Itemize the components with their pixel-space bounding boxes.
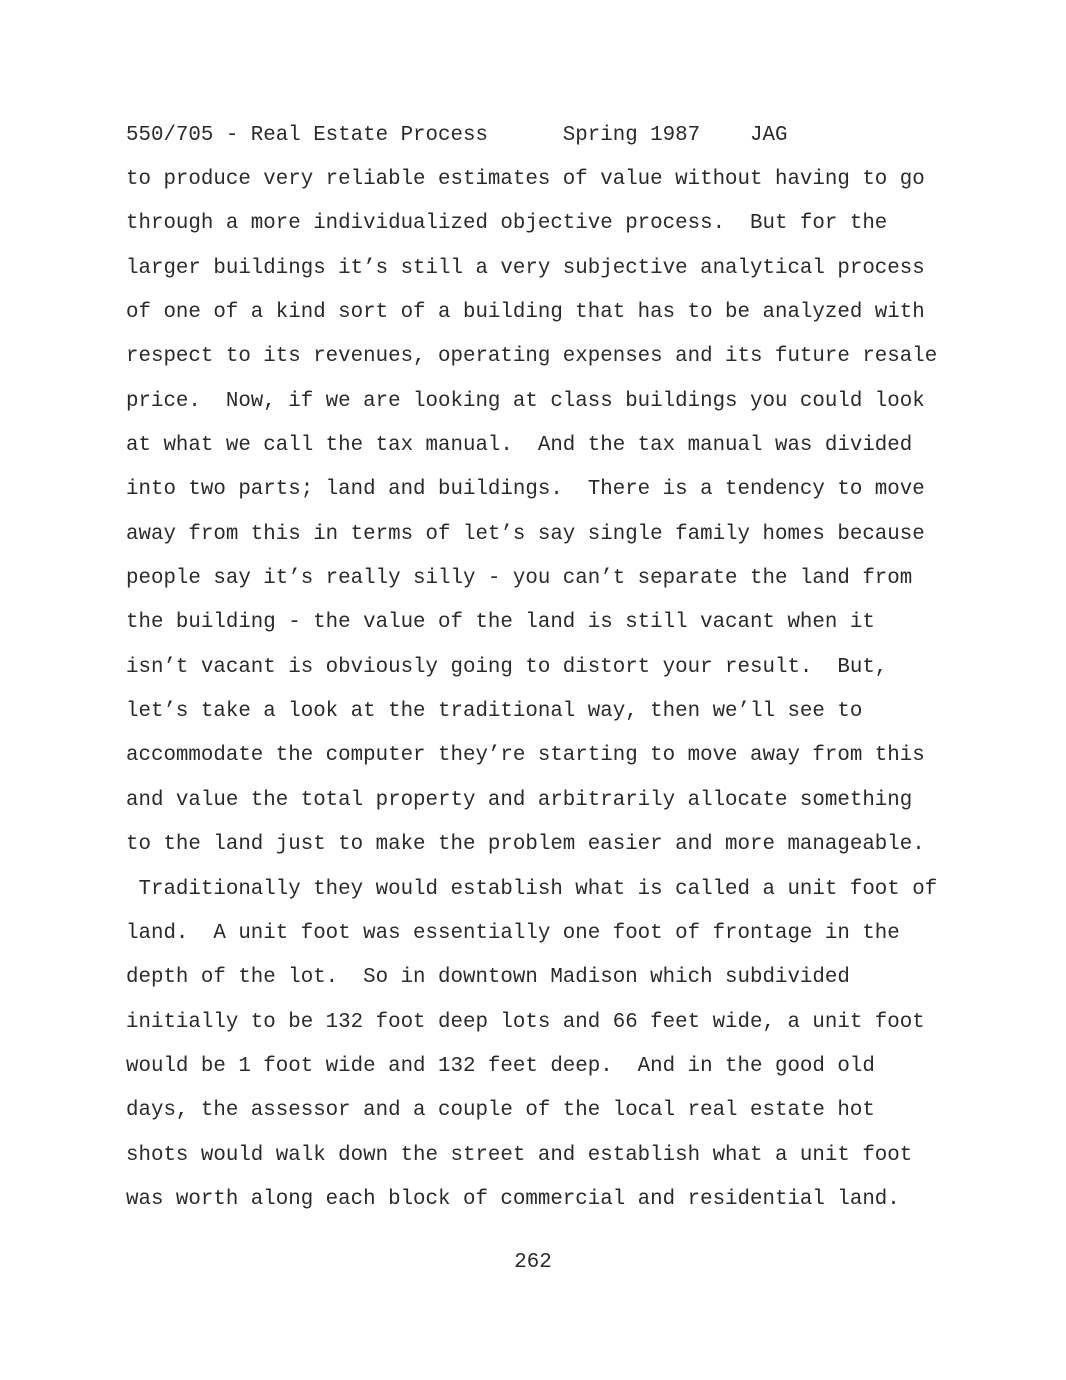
text-line: was worth along each block of commercial and residential land.: [126, 1187, 900, 1211]
text-line: into two parts; land and buildings. There is a tendency to move: [126, 478, 925, 502]
text-line: and value the total property and arbitrarily allocate something: [126, 788, 913, 812]
text-line: let’s take a look at the traditional way, then we’ll see to: [126, 700, 863, 724]
text-line: the building - the value of the land is still vacant when it: [126, 611, 875, 635]
page-number: 262: [514, 1251, 552, 1274]
body-text: [126, 168, 1026, 1232]
text-line: accommodate the computer they’re starting to move away from this: [126, 744, 925, 768]
text-line: through a more individualized objective process. But for the: [126, 212, 888, 236]
text-line: land. A unit foot was essentially one foot of frontage in the: [126, 921, 900, 945]
text-line: isn’t vacant is obviously going to distort your result. But,: [126, 655, 888, 679]
text-line: price. Now, if we are looking at class buildings you could look: [126, 389, 925, 413]
text-line: of one of a kind sort of a building that has to be analyzed with: [126, 301, 925, 325]
text-line: away from this in terms of let’s say single family homes because: [126, 522, 925, 546]
text-line: people say it’s really silly - you can’t separate the land from: [126, 567, 913, 591]
text-line: to the land just to make the problem easier and more manageable.: [126, 833, 925, 857]
text-line: shots would walk down the street and establish what a unit foot: [126, 1143, 913, 1167]
text-line: Traditionally they would establish what is called a unit foot of: [126, 877, 938, 901]
text-line: initially to be 132 foot deep lots and 66 feet wide, a unit foot: [126, 1010, 925, 1034]
text-line: would be 1 foot wide and 132 feet deep. And in the good old: [126, 1054, 875, 1078]
text-line: larger buildings it’s still a very subjective analytical process: [126, 256, 925, 280]
text-line: at what we call the tax manual. And the tax manual was divided: [126, 434, 913, 458]
text-line: days, the assessor and a couple of the local real estate hot: [126, 1099, 875, 1123]
text-line: depth of the lot. So in downtown Madison which subdivided: [126, 966, 850, 990]
text-line: respect to its revenues, operating expenses and its future resale: [126, 345, 938, 369]
page-header: 550/705 - Real Estate Process Spring 1987 JAG: [126, 124, 788, 147]
text-line: to produce very reliable estimates of value without having to go: [126, 168, 925, 191]
